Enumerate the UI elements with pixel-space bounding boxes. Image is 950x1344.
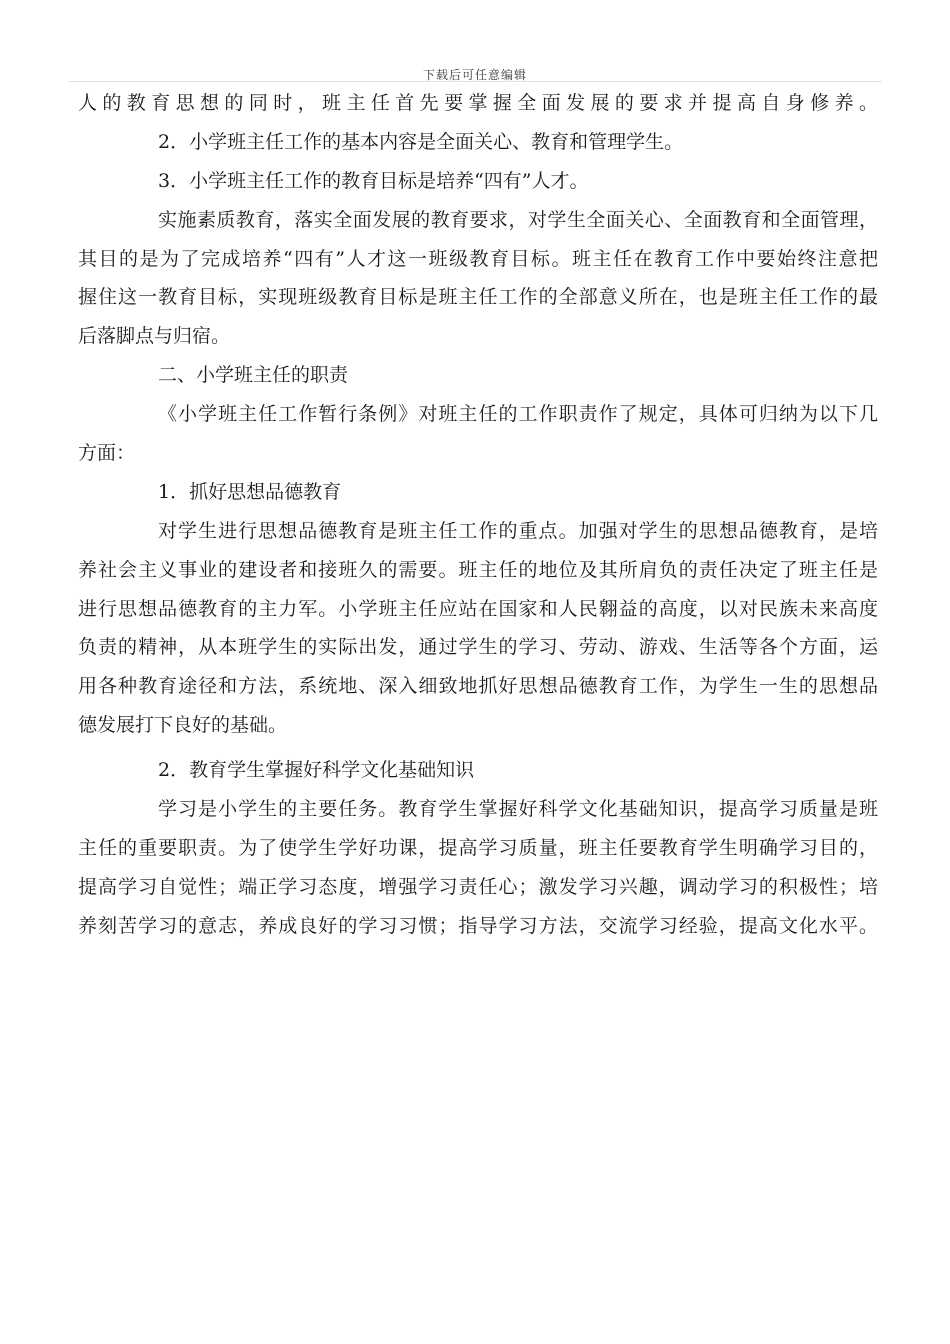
paragraph-line: 养刻苦学习的意志，养成良好的学习习惯；指导学习方法，交流学习经验，提高文化水平。 <box>78 914 878 937</box>
paragraph-line: 养社会主义事业的建设者和接班久的需要。班主任的地位及其所肩负的责任决定了班主任是 <box>78 558 878 581</box>
paragraph-line: 主任的重要职责。为了使学生学好功课，提高学习质量，班主任要教育学生明确学习目的， <box>78 836 878 859</box>
paragraph-line: 人的教育思想的同时，班主任首先要掌握全面发展的要求并提高自身修养。 <box>78 92 878 114</box>
subsection-heading: 2．教育学生掌握好科学文化基础知识 <box>158 759 475 782</box>
subsection-heading: 1．抓好思想品德教育 <box>158 480 342 503</box>
paragraph-line: 其目的是为了完成培养“四有”人才这一班级教育目标。班主任在教育工作中要始终注意把 <box>78 247 878 270</box>
paragraph-line: 后落脚点与归宿。 <box>78 325 231 348</box>
header-divider <box>68 81 882 82</box>
section-heading: 二、小学班主任的职责 <box>158 364 349 387</box>
paragraph-line: 方面： <box>78 442 136 465</box>
numbered-item: 2．小学班主任工作的基本内容是全面关心、教育和管理学生。 <box>158 130 684 153</box>
page-header-note: 下载后可任意编辑 <box>422 68 527 82</box>
paragraph-line: 进行思想品德教育的主力军。小学班主任应站在国家和人民翱益的高度，以对民族未来高度 <box>78 597 878 620</box>
paragraph-line: 提高学习自觉性；端正学习态度，增强学习责任心；激发学习兴趣，调动学习的积极性；培 <box>78 875 878 898</box>
paragraph-line: 用各种教育途径和方法，系统地、深入细致地抓好思想品德教育工作，为学生一生的思想品 <box>78 675 878 698</box>
paragraph-line: 实施素质教育，落实全面发展的教育要求，对学生全面关心、全面教育和全面管理， <box>158 208 878 231</box>
document-body <box>78 84 878 946</box>
paragraph-line: 学习是小学生的主要任务。教育学生掌握好科学文化基础知识，提高学习质量是班 <box>158 798 878 821</box>
paragraph-line: 负责的精神，从本班学生的实际出发，通过学生的学习、劳动、游戏、生活等各个方面，运 <box>78 636 878 659</box>
numbered-item: 3．小学班主任工作的教育目标是培养“四有”人才。 <box>158 169 589 192</box>
paragraph-line: 握住这一教育目标，实现班级教育目标是班主任工作的全部意义所在，也是班主任工作的最 <box>78 286 878 309</box>
paragraph-line: 德发展打下良好的基础。 <box>78 714 288 737</box>
paragraph-line: 《小学班主任工作暂行条例》对班主任的工作职责作了规定，具体可归纳为以下几 <box>158 403 878 426</box>
paragraph-line: 对学生进行思想品德教育是班主任工作的重点。加强对学生的思想品德教育，是培 <box>158 519 878 542</box>
